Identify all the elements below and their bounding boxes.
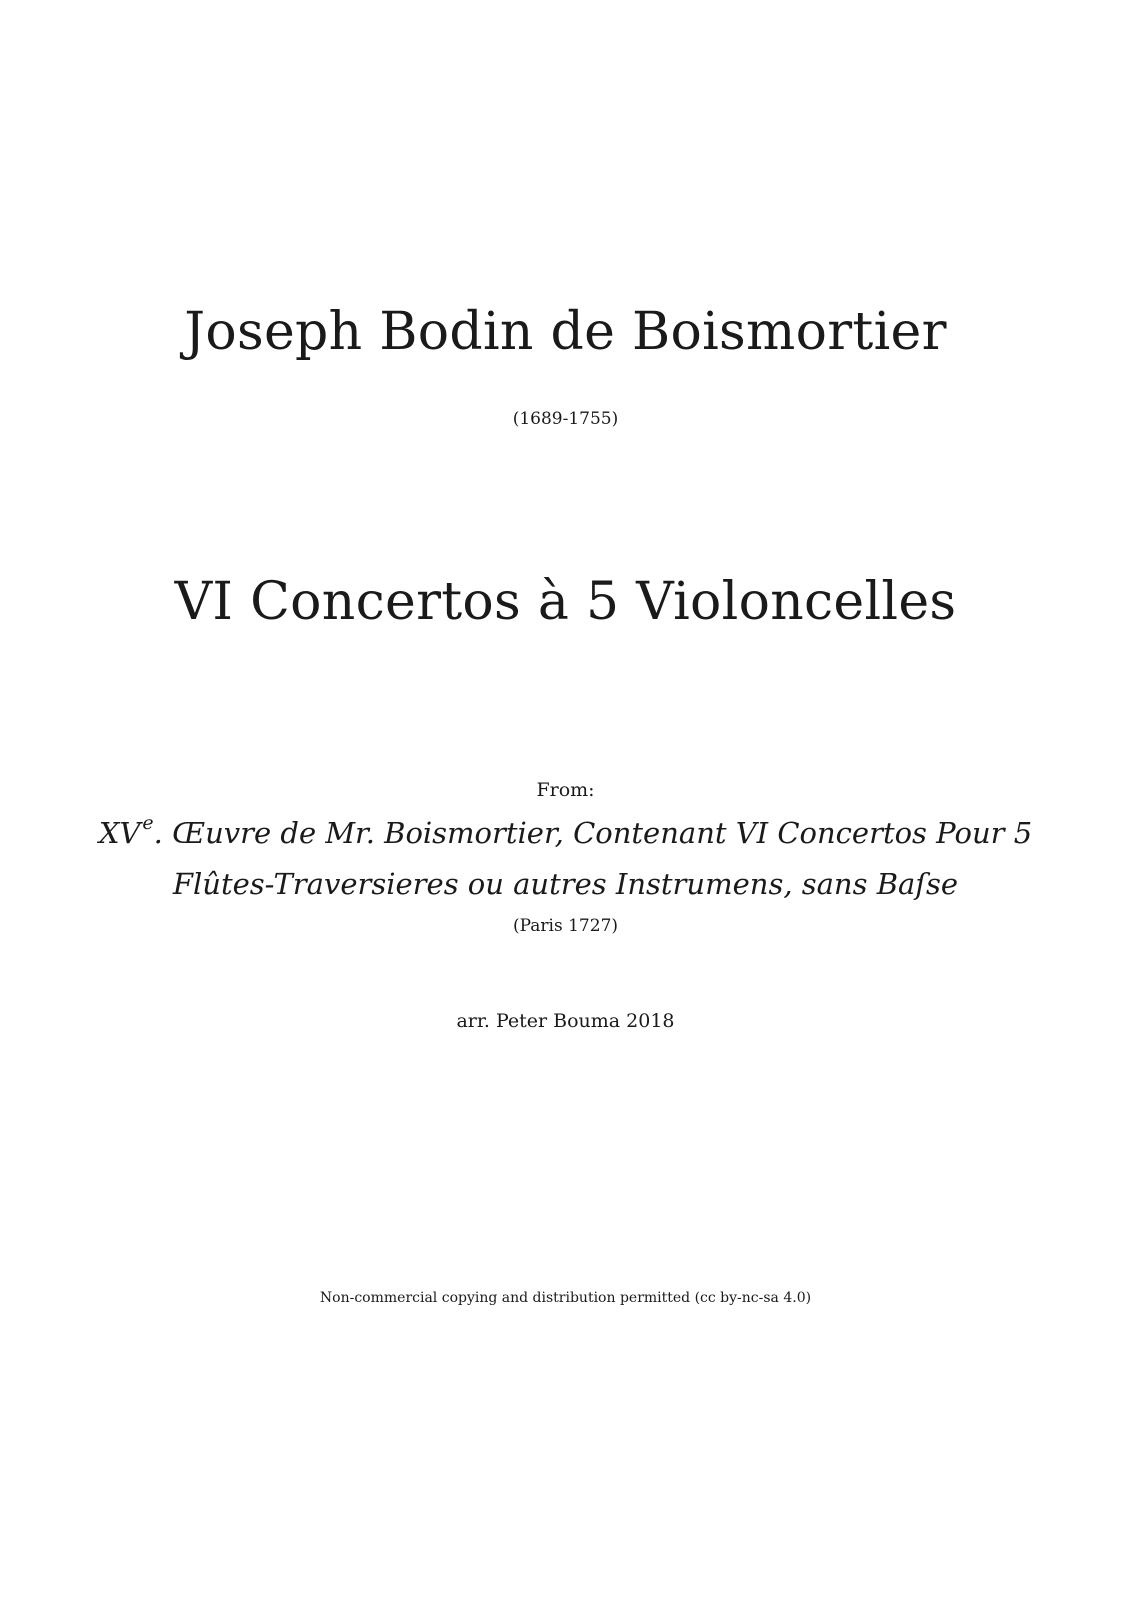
source-opus-number: XV <box>98 816 141 850</box>
publication-info: (Paris 1727) <box>512 916 619 936</box>
source-opus-superscript: e <box>142 812 154 834</box>
source-title-line-2: Flûtes-Traversieres ou autres Instrumens, sans Baſse <box>172 867 959 901</box>
license-notice: Non-commercial copying and distribution permitted (cc by-nc-sa 4.0) <box>319 1290 812 1306</box>
source-from-label: From: <box>536 779 595 801</box>
source-title-line-1-text: . Œuvre de Mr. Boismortier, Contenant VI Concertos Pour 5 <box>153 816 1033 850</box>
arranger-credit: arr. Peter Bouma 2018 <box>456 1010 675 1032</box>
composer-name: Joseph Bodin de Boismortier <box>184 302 947 362</box>
composer-dates: (1689-1755) <box>512 409 619 429</box>
work-title: VI Concertos à 5 Violoncelles <box>174 572 957 632</box>
source-title-line-1 <box>0 813 1131 853</box>
